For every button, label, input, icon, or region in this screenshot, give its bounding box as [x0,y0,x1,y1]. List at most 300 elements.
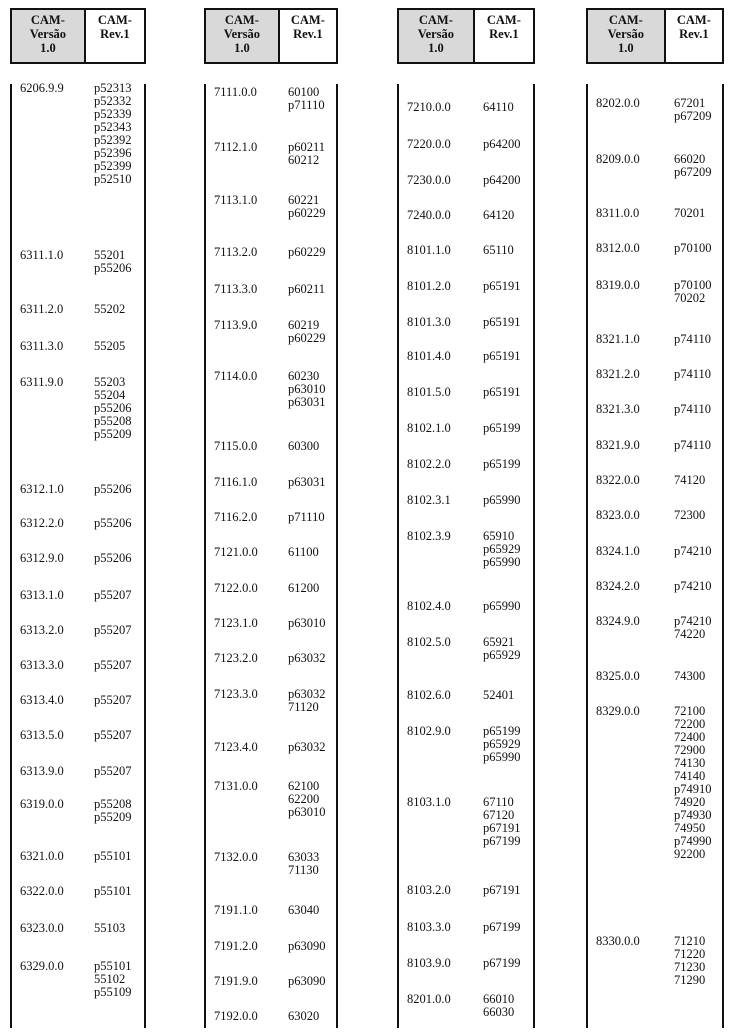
cam-rev-values [94,960,132,999]
cam-rev-values [94,340,125,353]
cam-rev-values [288,851,319,877]
cam-rev-values [483,209,514,222]
cam-rev-values [483,636,521,662]
cam-rev-value: p55101 [94,959,132,973]
cam-rev-value: p63090 [288,939,326,953]
header-cam-rev [666,10,722,62]
cam-versao-code: 8102.3.9 [407,529,451,543]
cam-rev-values [288,904,319,917]
cam-versao-code: 8330.0.0 [596,934,640,948]
cam-rev-values [483,957,521,970]
cam-versao-code: 6329.0.0 [20,959,64,973]
cam-versao-code: 6323.0.0 [20,921,64,935]
cam-rev-value: 67201 [674,96,706,110]
cam-rev-value: p55207 [94,658,132,672]
cam-versao-code: 8102.1.0 [407,421,451,435]
column-body [397,84,535,1028]
cam-rev-value: p70100 [674,278,712,292]
cam-rev-values [674,403,711,416]
cam-versao-code: 8324.2.0 [596,579,640,593]
cam-rev-values [288,511,325,524]
cam-rev-value: p74990 [674,834,712,848]
cam-rev-value: p55208 [94,797,132,811]
cam-rev-value: 61100 [288,545,319,559]
cam-rev-value: 55204 [94,388,126,402]
cam-rev-value: 65921 [483,635,515,649]
cam-rev-values [94,922,125,935]
cam-rev-value: 71120 [288,700,319,714]
cam-versao-code: 7220.0.0 [407,137,451,151]
cam-rev-value: 60212 [288,153,320,167]
cam-versao-code: 7191.1.0 [214,903,258,917]
cam-rev-values [674,368,711,381]
cam-rev-value: p67191 [483,883,521,897]
cam-rev-value: 74120 [674,473,706,487]
header-cam-versao-label: CAM- Versão 1.0 [29,13,67,55]
cam-rev-values [674,279,712,305]
cam-rev-value: 63033 [288,850,320,864]
cam-rev-values [483,530,521,569]
cam-rev-values [288,975,326,988]
header-cam-versao [12,10,86,62]
column-body [586,84,724,1028]
cam-rev-values [94,694,132,707]
cam-versao-code: 8329.0.0 [596,704,640,718]
cam-rev-values [483,316,521,329]
cam-rev-value: p63010 [288,382,326,396]
cam-versao-code: 7123.3.0 [214,687,258,701]
cam-rev-values [674,439,711,452]
cam-rev-value: 60230 [288,369,320,383]
cam-rev-values [94,798,132,824]
header-cam-rev-label: CAM- Rev.1 [676,13,711,41]
cam-versao-code: 6319.0.0 [20,797,64,811]
cam-rev-values [288,582,319,595]
cam-rev-values [674,97,712,123]
cam-rev-values [288,141,325,167]
cam-versao-code: 8201.0.0 [407,992,451,1006]
cam-rev-values [483,138,521,151]
cam-versao-code: 7113.1.0 [214,193,258,207]
cam-rev-value: 63020 [288,1009,320,1023]
cam-rev-value: 72900 [674,743,706,757]
cam-rev-value: p65191 [483,385,521,399]
cam-rev-values [94,303,125,316]
cam-rev-values [674,153,712,179]
cam-rev-value: p71110 [288,510,325,524]
cam-versao-code: 8102.5.0 [407,635,451,649]
cam-rev-value: p65990 [483,555,521,569]
cam-rev-values [288,370,326,409]
cam-versao-code: 8312.0.0 [596,241,640,255]
column-body [204,84,338,1028]
cam-rev-value: p52343 [94,120,132,134]
cam-rev-values [483,386,521,399]
cam-rev-value: 64120 [483,208,515,222]
cam-versao-code: 8102.9.0 [407,724,451,738]
cam-versao-code: 8325.0.0 [596,669,640,683]
table-column-1 [10,8,146,999]
cam-rev-values [94,589,132,602]
cam-versao-code: 6313.3.0 [20,658,64,672]
cam-rev-value: p65929 [483,648,521,662]
cam-versao-code: 6312.2.0 [20,516,64,530]
cam-rev-value: p55206 [94,401,132,415]
header-cam-versao-label: CAM- Versão 1.0 [607,13,645,55]
cam-rev-values [94,552,132,565]
cam-rev-value: 65110 [483,243,514,257]
header-cam-rev-label: CAM- Rev.1 [486,13,521,41]
cam-rev-value: p55209 [94,810,132,824]
cam-versao-code: 7210.0.0 [407,100,451,114]
column-body [10,81,146,1028]
cam-rev-values [674,207,705,220]
cam-rev-values [483,350,521,363]
cam-rev-value: 63040 [288,903,320,917]
cam-versao-code: 7112.1.0 [214,140,258,154]
cam-versao-code: 7113.2.0 [214,245,258,259]
cam-rev-value: 71220 [674,947,706,961]
cam-rev-value: p63031 [288,475,326,489]
cam-rev-value: p65990 [483,493,521,507]
cam-rev-value: 74220 [674,627,706,641]
cam-rev-value: 72100 [674,704,706,718]
cam-rev-value: p67199 [483,956,521,970]
cam-versao-code: 6311.1.0 [20,248,64,262]
cam-rev-value: p55101 [94,849,132,863]
cam-rev-value: p65929 [483,542,521,556]
cam-rev-value: p60229 [288,206,326,220]
cam-rev-value: p74210 [674,614,712,628]
cam-rev-value: 74130 [674,756,706,770]
cam-rev-value: p52396 [94,146,132,160]
cam-rev-value: p67199 [483,834,521,848]
cam-rev-value: p55207 [94,623,132,637]
cam-rev-value: 67120 [483,808,515,822]
cam-versao-code: 6313.2.0 [20,623,64,637]
cam-rev-value: 72200 [674,717,706,731]
cam-versao-code: 7113.9.0 [214,318,258,332]
cam-rev-value: p55206 [94,516,132,530]
cam-rev-values [483,921,521,934]
cam-rev-values [288,1010,319,1023]
cam-versao-code: 7115.0.0 [214,439,258,453]
cam-rev-value: 55103 [94,921,126,935]
cam-rev-values [674,242,712,255]
cam-rev-value: 66020 [674,152,706,166]
cam-versao-code: 7121.0.0 [214,545,258,559]
cam-rev-values [94,624,132,637]
cam-versao-code: 7116.2.0 [214,510,258,524]
cam-rev-value: p74110 [674,367,712,381]
cam-rev-values [288,319,326,345]
cam-rev-values [288,246,326,259]
cam-rev-values [483,796,521,848]
header-cam-rev [475,10,533,62]
cam-versao-code: 6311.2.0 [20,302,64,316]
cam-versao-code: 7131.0.0 [214,779,258,793]
cam-rev-value: p65199 [483,421,521,435]
header-cam-rev [280,10,336,62]
cam-rev-value: p65191 [483,349,521,363]
cam-rev-values [288,688,326,714]
cam-rev-value: p55207 [94,588,132,602]
cam-rev-value: p74110 [674,332,712,346]
cam-rev-value: p74210 [674,544,712,558]
cam-versao-code: 7122.0.0 [214,581,258,595]
cam-rev-values [288,476,326,489]
cam-versao-code: 6311.9.0 [20,375,64,389]
cam-rev-value: 71210 [674,934,706,948]
cam-rev-values [483,422,521,435]
cam-versao-code: 8103.9.0 [407,956,451,970]
cam-rev-values [674,580,712,593]
cam-rev-value: 67110 [483,795,514,809]
cam-versao-code: 6313.4.0 [20,693,64,707]
cam-rev-values [288,440,319,453]
column-header [10,8,146,64]
cam-rev-values [483,174,521,187]
cam-rev-values [94,659,132,672]
cam-rev-value: p55207 [94,764,132,778]
cam-rev-value: p63032 [288,687,326,701]
cam-rev-value: 65910 [483,529,515,543]
cam-versao-code: 7240.0.0 [407,208,451,222]
cam-rev-value: 62100 [288,779,320,793]
cam-rev-value: 74300 [674,669,706,683]
cam-rev-values [94,249,132,275]
cam-rev-values [288,194,326,220]
cam-versao-code: 6322.0.0 [20,884,64,898]
cam-rev-values [674,670,705,683]
header-cam-versao [399,10,475,62]
cam-versao-code: 8321.3.0 [596,402,640,416]
cam-rev-values [94,850,132,863]
cam-rev-value: p55206 [94,551,132,565]
cam-rev-value: 92200 [674,847,706,861]
cam-versao-code: 7191.9.0 [214,974,258,988]
cam-rev-values [483,725,521,764]
cam-rev-value: 72400 [674,730,706,744]
cam-rev-value: 60221 [288,193,320,207]
cam-rev-values [483,458,521,471]
cam-versao-code: 8101.1.0 [407,243,451,257]
cam-rev-value: p52313 [94,81,132,95]
cam-rev-values [483,884,521,897]
cam-rev-value: 74950 [674,821,706,835]
cam-rev-value: p74110 [674,438,712,452]
table-column-4 [586,8,724,987]
cam-versao-code: 6313.5.0 [20,728,64,742]
cam-rev-value: p55207 [94,728,132,742]
column-header [204,8,338,64]
header-cam-rev-label: CAM- Rev.1 [97,13,132,41]
cam-rev-value: 71130 [288,863,319,877]
cam-rev-value: p67209 [674,109,712,123]
cam-rev-value: 52401 [483,688,515,702]
cam-rev-value: p52332 [94,94,132,108]
cam-rev-values [94,765,132,778]
cam-rev-value: p65929 [483,737,521,751]
cam-rev-value: p65191 [483,315,521,329]
cam-versao-code: 8102.2.0 [407,457,451,471]
cam-rev-value: p74210 [674,579,712,593]
cam-rev-value: 55102 [94,972,126,986]
cam-versao-code: 6321.0.0 [20,849,64,863]
cam-versao-code: 8321.9.0 [596,438,640,452]
cam-versao-code: 8103.1.0 [407,795,451,809]
cam-versao-code: 8319.0.0 [596,278,640,292]
cam-rev-value: 55201 [94,248,126,262]
cam-rev-value: 71290 [674,973,706,987]
cam-versao-code: 7116.1.0 [214,475,258,489]
cam-rev-value: p55206 [94,482,132,496]
cam-versao-code: 6206.9.9 [20,81,64,95]
cam-versao-code: 7230.0.0 [407,173,451,187]
cam-versao-code: 8101.5.0 [407,385,451,399]
cam-versao-code: 8101.4.0 [407,349,451,363]
cam-rev-value: 72300 [674,508,706,522]
cam-rev-value: p65199 [483,724,521,738]
cam-rev-value: p60211 [288,282,326,296]
header-cam-versao [588,10,666,62]
cam-rev-value: 71230 [674,960,706,974]
cam-rev-value: p67191 [483,821,521,835]
cam-rev-values [674,474,705,487]
cam-rev-values [94,517,132,530]
cam-rev-value: p74930 [674,808,712,822]
cam-rev-values [483,280,521,293]
cam-rev-value: 74920 [674,795,706,809]
cam-rev-value: 60219 [288,318,320,332]
cam-versao-code: 8324.1.0 [596,544,640,558]
header-cam-versao [206,10,280,62]
column-header [586,8,724,64]
cam-rev-value: p55206 [94,261,132,275]
cam-rev-value: 55203 [94,375,126,389]
cam-rev-value: 62200 [288,792,320,806]
cam-rev-value: p74910 [674,782,712,796]
cam-rev-value: p55109 [94,985,132,999]
cam-rev-values [674,935,705,987]
cam-rev-value: p65199 [483,457,521,471]
cam-versao-code: 6313.9.0 [20,764,64,778]
cam-versao-code: 7123.4.0 [214,740,258,754]
table-column-3 [397,8,535,1019]
cam-rev-value: p60211 [288,140,326,154]
cam-rev-value: p52392 [94,133,132,147]
cam-rev-value: 64110 [483,100,514,114]
cam-versao-code: 7113.3.0 [214,282,258,296]
cam-rev-values [288,283,325,296]
cam-versao-code: 7123.1.0 [214,616,258,630]
cam-rev-values [288,940,326,953]
cam-rev-value: p64200 [483,137,521,151]
cam-versao-code: 8101.3.0 [407,315,451,329]
header-cam-versao-label: CAM- Versão 1.0 [223,13,261,55]
cam-rev-values [94,376,132,441]
cam-versao-code: 7132.0.0 [214,850,258,864]
cam-versao-code: 8322.0.0 [596,473,640,487]
cam-versao-code: 8323.0.0 [596,508,640,522]
cam-rev-values [674,509,705,522]
cam-rev-value: 55205 [94,339,126,353]
cam-rev-value: p63010 [288,616,326,630]
cam-rev-value: p63090 [288,974,326,988]
cam-versao-code: 8102.3.1 [407,493,451,507]
cam-versao-code: 7111.0.0 [214,85,257,99]
cam-rev-values [94,729,132,742]
cam-rev-value: p52510 [94,172,132,186]
cam-rev-value: p60229 [288,331,326,345]
cam-rev-value: 70202 [674,291,706,305]
cam-rev-value: p55208 [94,414,132,428]
cam-rev-values [288,741,326,754]
cam-rev-values [94,82,132,186]
cam-versao-code: 7114.0.0 [214,369,258,383]
cam-versao-code: 8102.6.0 [407,688,451,702]
cam-rev-value: p63010 [288,805,326,819]
cam-rev-value: p52339 [94,107,132,121]
cam-rev-value: p67199 [483,920,521,934]
cam-versao-code: 8102.4.0 [407,599,451,613]
cam-rev-value: p67209 [674,165,712,179]
cam-rev-value: p55101 [94,884,132,898]
cam-rev-values [483,600,521,613]
cam-versao-code: 7192.0.0 [214,1009,258,1023]
header-cam-versao-label: CAM- Versão 1.0 [417,13,455,55]
cam-rev-value: p70100 [674,241,712,255]
cam-rev-values [483,689,514,702]
cam-rev-value: p64200 [483,173,521,187]
cam-versao-code: 8202.0.0 [596,96,640,110]
cam-rev-values [288,546,319,559]
cam-rev-values [674,615,712,641]
cam-rev-value: p60229 [288,245,326,259]
cam-rev-values [483,494,521,507]
cam-rev-values [674,333,711,346]
cam-versao-code: 6312.9.0 [20,551,64,565]
cam-rev-value: p74110 [674,402,712,416]
cam-rev-value: p52399 [94,159,132,173]
cam-rev-value: 70201 [674,206,706,220]
cam-rev-value: 61200 [288,581,320,595]
cam-rev-value: 74140 [674,769,706,783]
cam-versao-code: 8311.0.0 [596,206,640,220]
cam-rev-values [288,86,325,112]
column-header [397,8,535,64]
cam-rev-value: p65990 [483,750,521,764]
cam-rev-value: p63032 [288,651,326,665]
cam-rev-values [483,101,514,114]
cam-versao-code: 8103.3.0 [407,920,451,934]
cam-rev-value: p55209 [94,427,132,441]
cam-rev-values [94,885,132,898]
cam-versao-code: 6311.3.0 [20,339,64,353]
cam-versao-code: 7123.2.0 [214,651,258,665]
cam-versao-code: 6312.1.0 [20,482,64,496]
cam-rev-value: p63032 [288,740,326,754]
cam-rev-value: p63031 [288,395,326,409]
cam-rev-value: 60100 [288,85,320,99]
cam-rev-values [674,545,712,558]
cam-rev-values [94,483,132,496]
cam-versao-code: 8324.9.0 [596,614,640,628]
cam-versao-code: 8103.2.0 [407,883,451,897]
cam-rev-value: 55202 [94,302,126,316]
header-cam-rev [86,10,144,62]
cam-versao-code: 8209.0.0 [596,152,640,166]
